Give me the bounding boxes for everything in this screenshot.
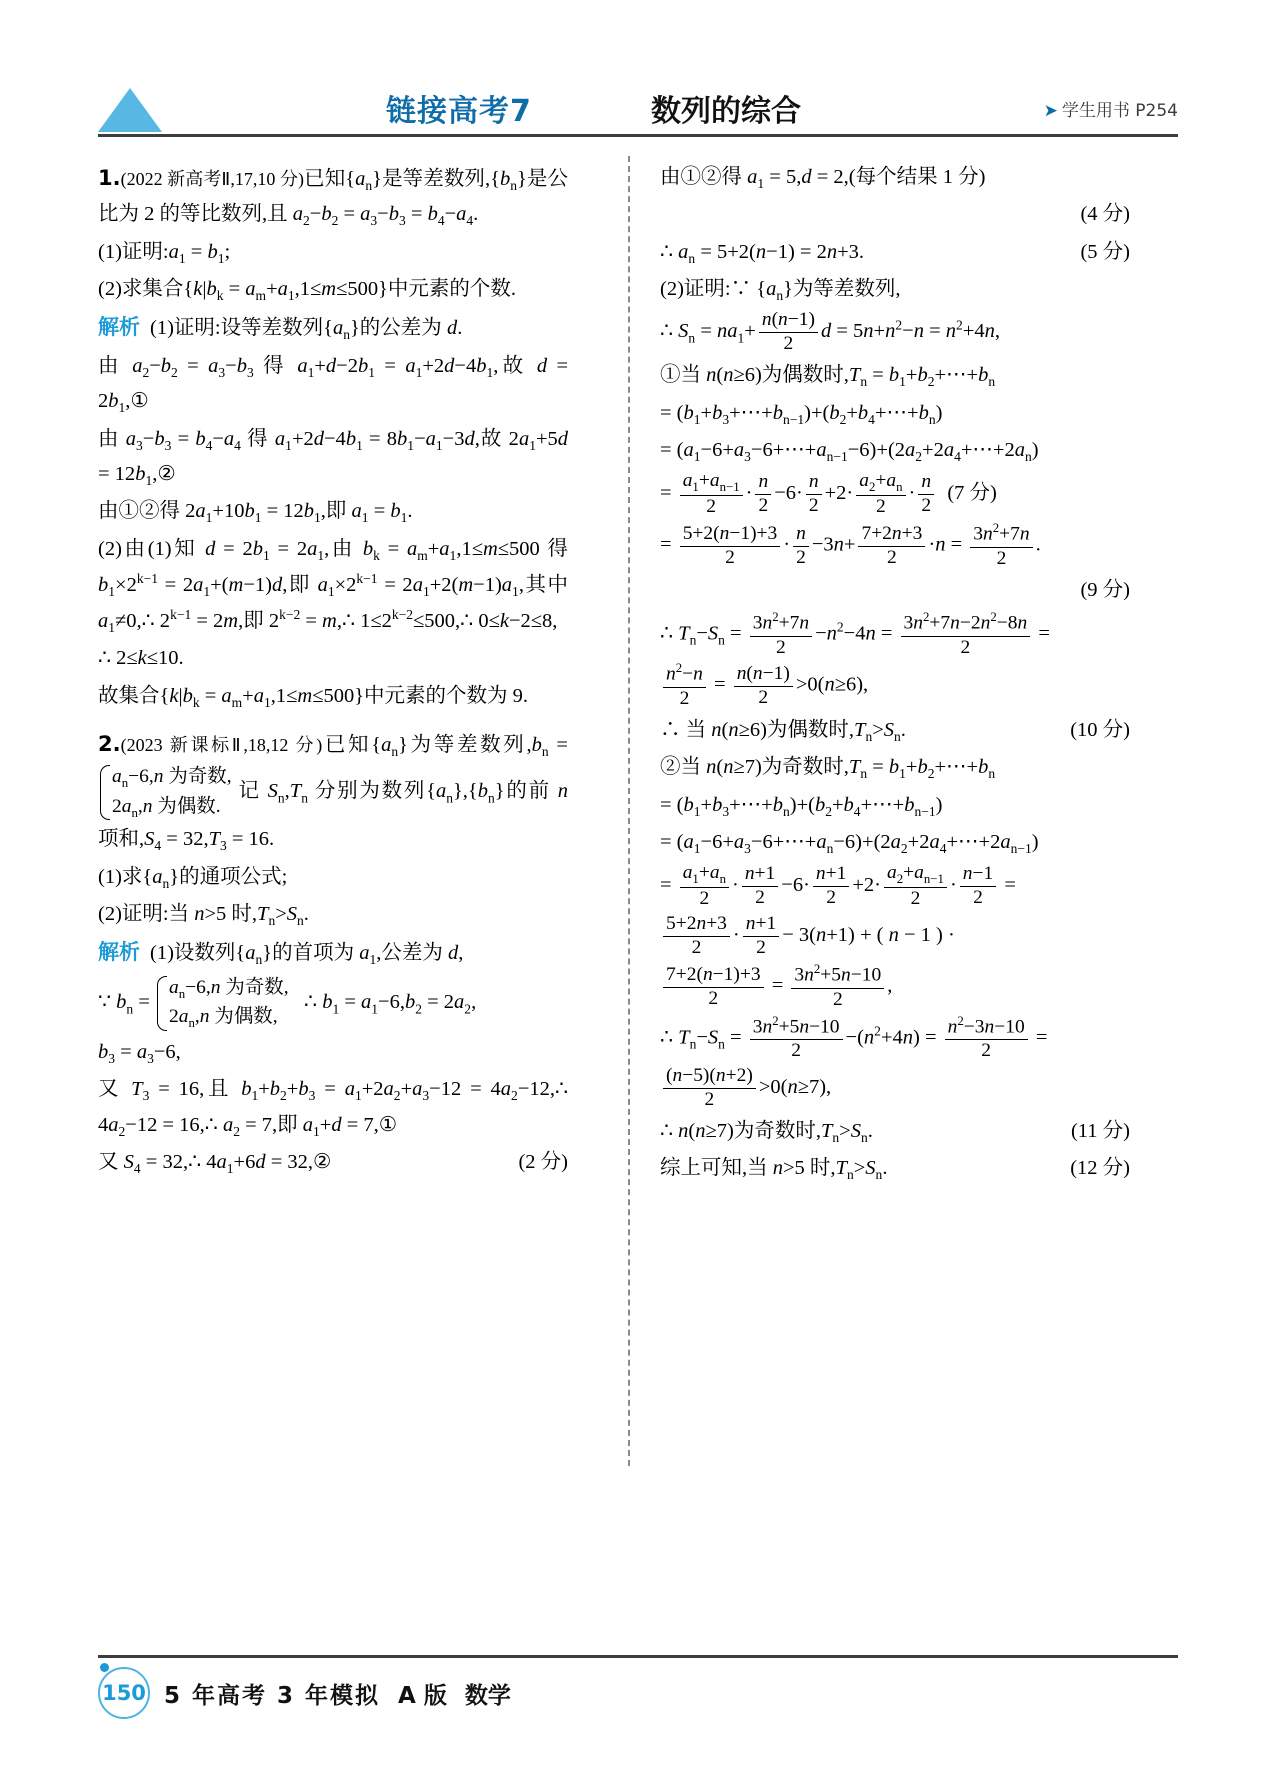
r-line-21: ∴ n(n≥7)为奇数时$,T_n>S_n$. (11 分) xyxy=(660,1114,1130,1149)
q1-solution-line-2: 由 $a_2-b_2 = a_3-b_3$ 得 $a_1+d-2b_1 = a_1+2d-4b_1$,故 $d = 2b_1,①$ xyxy=(98,354,569,416)
r-line-5: ①当 n(n≥6)为偶数时$,T_n$ = $b_1+b_2+\cdots+b_n$ xyxy=(660,364,996,390)
left-column xyxy=(98,160,568,1182)
fraction-n-over-2-c: $\frac{n}{2}$ xyxy=(918,471,934,518)
fraction-n-over-2-d: $\frac{n}{2}$ xyxy=(793,523,809,570)
q2-solution-line-3: $b_3 = a_3-6$, xyxy=(98,1040,181,1066)
r-score-1 xyxy=(660,197,1130,232)
question-1: 1.(2022 新高考Ⅱ,17,10 分)已知$\{a_n\}$是等差数列$,\{b_n\}$是公比为 2 的等比数列,且 $a_2-b_2 = a_3-b_3 = b_4-a_4$. xyxy=(98,166,568,229)
fraction-n-1-over-2-a: $\frac{n+1}{2}$ xyxy=(742,863,778,910)
score-2fen: (2 分) xyxy=(518,1150,568,1173)
fraction-n-5-n-2-over-2: $\frac{(n-5)(n+2)}{2}$ xyxy=(663,1065,756,1112)
r-line-12: ∴ 当 n(n≥6)为偶数时$,T_n>S_n$. (10 分) xyxy=(660,713,1130,748)
fraction-3n2-7n-over-2-b: $\frac{3n^2+7n}{2}$ xyxy=(750,610,812,659)
fraction-a1-an-over-2: $\frac{a_1+a_n}{2}$ xyxy=(680,862,729,911)
fraction-n2-3n-10-over-2: $\frac{n^2-3n-10}{2}$ xyxy=(945,1014,1028,1063)
score-7fen: (7 分) xyxy=(947,482,997,505)
q2-solution-line-5: 又 $S_4$ = 32,∴ $4a_1+6d$ = 32,② (2 分) xyxy=(98,1145,568,1180)
r-line-10: ∴ $T_n-S_n$ = $\frac{3n^2+7n}{2}$ $-n^2-4n$ = $\frac{3n^2+7n-2n^2-8n}{2}$ = xyxy=(660,610,1050,658)
fraction-n-1-over-2-b: $\frac{n+1}{2}$ xyxy=(813,863,849,910)
piecewise-case-2: $2a_n,n$ 为偶数. xyxy=(112,795,221,820)
footer-dot-icon xyxy=(100,1663,109,1672)
page-header xyxy=(98,88,1178,140)
q2-solution-line-1: 解析 (1)设数列$\{a_n\}$的首项为 $a_1$,公差为 d, xyxy=(98,940,464,968)
fraction-5-2n-1-3-over-2: $\frac{5+2(n-1)+3}{2}$ xyxy=(680,523,781,570)
q1-solution-line-3: 由 $a_3-b_3 = b_4-a_4$ 得 $a_1+2d-4b_1 = 8b_1-a_1-3d$,故 $2a_1+5d$ = $12b_1,②$ xyxy=(98,427,569,488)
page-footer xyxy=(98,1655,1178,1725)
question-1-part-2: (2)求集合$\{k|b_k = a_m+a_1,1\le m\le 500\}$中元素的个数. xyxy=(98,278,517,304)
triangle-right-icon: ➤ xyxy=(1043,101,1058,121)
r-line-2: ∴ $a_n = 5+2(n-1) = 2n+3$. (5 分) xyxy=(660,235,1130,270)
piecewise-definition-2 xyxy=(155,974,289,1033)
r-line-8: = $\frac{a_1+a_{n-1}}{2}$ · $\frac{n}{2}$ −6· $\frac{n}{2}$ +2· $\frac{a_2+a_n}{2}$ · $\frac{n}{2}$ (7 分) xyxy=(660,470,997,518)
r-line-4: ∴ $S_n = na_1+$ $\frac{n(n-1)}{2}$ $d = 5n+n^2-n = n^2+4n$, xyxy=(660,309,1000,355)
question-2-source: (2023 新课标Ⅱ,18,12 分) xyxy=(120,734,323,755)
score-9fen: (9 分) xyxy=(1080,578,1130,601)
fraction-3n2-7n-over-2: $\frac{3n^2+7n}{2}$ xyxy=(970,521,1032,570)
right-column xyxy=(660,160,1130,1189)
footer-rule xyxy=(98,1655,1178,1658)
q1-solution-line-1: 解析 (1)证明:设等差数列$\{a_n\}$的公差为 d. xyxy=(98,315,463,343)
student-book-label: 学生用书 P254 xyxy=(1061,101,1178,121)
fraction-n-over-2-b: $\frac{n}{2}$ xyxy=(806,471,822,518)
footer-subject: 数学 xyxy=(464,1683,511,1709)
q1-solution-line-7: 故集合$\{k|b_k = a_m+a_1,1\le m\le 500\}$中元素的个数为 9. xyxy=(98,684,529,710)
r-line-3: (2)证明:∵ $\{a_n\}$为等差数列, xyxy=(660,277,901,304)
fraction-n-n-1-over-2-b: $\frac{n(n-1)}{2}$ xyxy=(734,663,793,710)
footer-edition: A 版 xyxy=(398,1683,447,1709)
student-book-ref xyxy=(1044,96,1178,121)
score-5fen: (5 分) xyxy=(1080,240,1130,263)
score-4fen: (4 分) xyxy=(1080,203,1130,226)
fraction-n-n-1-over-2: $\frac{n(n-1)}{2}$ xyxy=(759,309,818,356)
footer-text xyxy=(164,1677,511,1710)
piecewise-case-1: $a_n-6,n$ 为奇数, xyxy=(112,766,232,791)
question-2: 2.(2023 新课标Ⅱ,18,12 分)已知$\{a_n\}$为等差数列$,b_n = a_n-6,n$ 为奇数, $2a_n,n$ 为偶数. 记 $S_n,T_n$ 分别为数列$\{a_n\},\{b_n\}$的前 n 项和$,S_4 = 32,T_3 = 16$. xyxy=(98,731,569,854)
fraction-3n2-7n-2n2-8n-over-2: $\frac{3n^2+7n-2n^2-8n}{2}$ xyxy=(901,610,1031,659)
piecewise-definition-1 xyxy=(98,763,232,822)
q1-solution-line-4: 由①②得 $2a_1+10b_1 = 12b_1$,即 $a_1 = b_1$. xyxy=(98,500,413,526)
r-score-9fen xyxy=(660,573,1130,608)
r-line-6: = $(b_1+b_3+\cdots+b_{n-1})+(b_2+b_4+\cdots+b_n)$ xyxy=(660,401,943,427)
fraction-7-2n-3-over-2: $\frac{7+2n+3}{2}$ xyxy=(858,523,925,570)
fraction-3n2-5n-10-over-2: $\frac{3n^2+5n-10}{2}$ xyxy=(791,962,884,1011)
fraction-a2-an-over-2: $\frac{a_2+a_n}{2}$ xyxy=(856,470,905,519)
question-1-number: 1. xyxy=(98,166,121,190)
triangle-up-icon xyxy=(98,88,162,132)
page-number: 150 xyxy=(98,1667,150,1719)
r-line-19: ∴ $T_n-S_n$ = $\frac{3n^2+5n-10}{2}$ $-(n^2+4n)$ = $\frac{n^2-3n-10}{2}$ = xyxy=(660,1013,1048,1062)
piecewise-case-1b: $a_n-6,n$ 为奇数, xyxy=(169,976,289,1001)
header-label: 链接高考7 xyxy=(386,94,532,129)
question-2-number: 2. xyxy=(98,731,121,756)
piecewise-case-2b: $2a_n,n$ 为偶数, xyxy=(169,1006,278,1031)
question-2-part-2: (2)证明:当 n>5 时$,T_n>S_n$. xyxy=(98,903,309,929)
column-divider xyxy=(628,156,630,1466)
page-title: 数列的综合 xyxy=(651,94,801,129)
score-12fen: (12 分) xyxy=(1070,1157,1130,1180)
header-rule xyxy=(98,134,1178,137)
r-line-20: $\frac{(n-5)(n+2)}{2}$ >0(n≥7), xyxy=(660,1065,1130,1112)
r-line-16: = $\frac{a_1+a_n}{2}$ · $\frac{n+1}{2}$ −6· $\frac{n+1}{2}$ +2· $\frac{a_2+a_{n-1}}{2}$ · $\frac{n-1}{2}$ = xyxy=(660,862,1016,910)
q2-solution-line-2: ∵ $b_n = a_n-6,n$ 为奇数, $2a_n,n$ 为偶数, ∴ $b_1 = a_1-6,b_2 = 2a_2$, xyxy=(98,974,568,1033)
r-line-1: 由①②得 $a_1 = 5,d = 2$,(每个结果 1 分) xyxy=(660,166,986,192)
r-line-22: 综上可知,当 n>5 时$,T_n>S_n$. (12 分) xyxy=(660,1151,1130,1186)
r-line-7: = $(a_1-6+a_3-6+\cdots+a_{n-1}-6)+(2a_2+2a_4+\cdots+2a_n)$ xyxy=(660,438,1039,465)
fraction-a2-an-1-over-2: $\frac{a_2+a_{n-1}}{2}$ xyxy=(884,862,947,911)
r-line-11: $\frac{n^2-n}{2}$ = $\frac{n(n-1)}{2}$ >0(n≥6), xyxy=(660,661,1130,710)
fraction-n-minus-1-over-2: $\frac{n-1}{2}$ xyxy=(960,863,996,910)
fraction-n-over-2-a: $\frac{n}{2}$ xyxy=(755,471,771,518)
r-line-17: $\frac{5+2n+3}{2}$ · $\frac{n+1}{2}$ − 3(n+1) + ( n − 1 ) · xyxy=(660,913,1130,960)
r-line-18: $\frac{7+2(n-1)+3}{2}$ = $\frac{3n^2+5n-10}{2}$ , xyxy=(660,962,1130,1011)
r-line-9: = $\frac{5+2(n-1)+3}{2}$ · $\frac{n}{2}$ −3n+ $\frac{7+2n+3}{2}$ ·n = $\frac{3n^2+7n}{2}$ . xyxy=(660,521,1041,569)
fraction-a1-an1-over-2: $\frac{a_1+a_{n-1}}{2}$ xyxy=(680,470,743,519)
footer-series: 5 年高考 3 年模拟 xyxy=(164,1683,381,1709)
question-1-source: (2022 新高考Ⅱ,17,10 分) xyxy=(120,169,305,189)
q1-solution-line-6: ∴ 2≤k≤10. xyxy=(98,647,184,670)
fraction-n-1-over-2-c: $\frac{n+1}{2}$ xyxy=(743,913,779,960)
score-10fen: (10 分) xyxy=(1070,718,1130,741)
r-line-14: = $(b_1+b_3+\cdots+b_n)+(b_2+b_4+\cdots+b_{n-1})$ xyxy=(660,793,943,819)
q2-solution-line-4: 又 $T_3 = 16$,且 $b_1+b_2+b_3 = a_1+2a_2+a_3-12$ = $4a_2-12,\therefore$ $4a_2-12$ = 16,∴ $a_2 = 7$,即 $a_1+d$ = 7,① xyxy=(98,1078,569,1139)
solution-label-2: 解析 xyxy=(98,940,140,965)
question-2-part-1: (1)求$\{a_n\}$的通项公式; xyxy=(98,865,288,891)
q1-solution-line-5: (2)由(1)知 $d = 2b_1 = 2a_1$,由 $b_k = a_m+a_1,1\le m\le 500$ 得 $b_1\times 2^{k-1} = 2a_1+(m-1)d$,即 $a_1\times 2^{k-1} = 2a_1+2(m-1)a_1$,其中 $a_1\ne 0,\therefore$ $2^{k-1} = 2m$,即 $2^{k-2}$ = m,∴ $1\le 2^{k-2}\le 500,\therefore$ 0≤k−2≤8, xyxy=(98,537,569,636)
fraction-5-2n-3-over-2: $\frac{5+2n+3}{2}$ xyxy=(663,913,730,960)
fraction-7-2n-1-3-over-2: $\frac{7+2(n-1)+3}{2}$ xyxy=(663,964,764,1011)
question-1-part-1: (1)证明$:a_1 = b_1$; xyxy=(98,240,231,266)
solution-label: 解析 xyxy=(98,315,140,340)
r-line-15: = $(a_1-6+a_3-6+\cdots+a_n-6)+(2a_2+2a_4+\cdots+2a_{n-1})$ xyxy=(660,830,1039,857)
r-line-13: ②当 n(n≥7)为奇数时$,T_n$ = $b_1+b_2+\cdots+b_n$ xyxy=(660,756,996,782)
score-11fen: (11 分) xyxy=(1070,1120,1130,1143)
fraction-3n2-5n-10-over-2-b: $\frac{3n^2+5n-10}{2}$ xyxy=(750,1014,843,1063)
fraction-n2-n-over-2: $\frac{n^2-n}{2}$ xyxy=(663,661,706,710)
